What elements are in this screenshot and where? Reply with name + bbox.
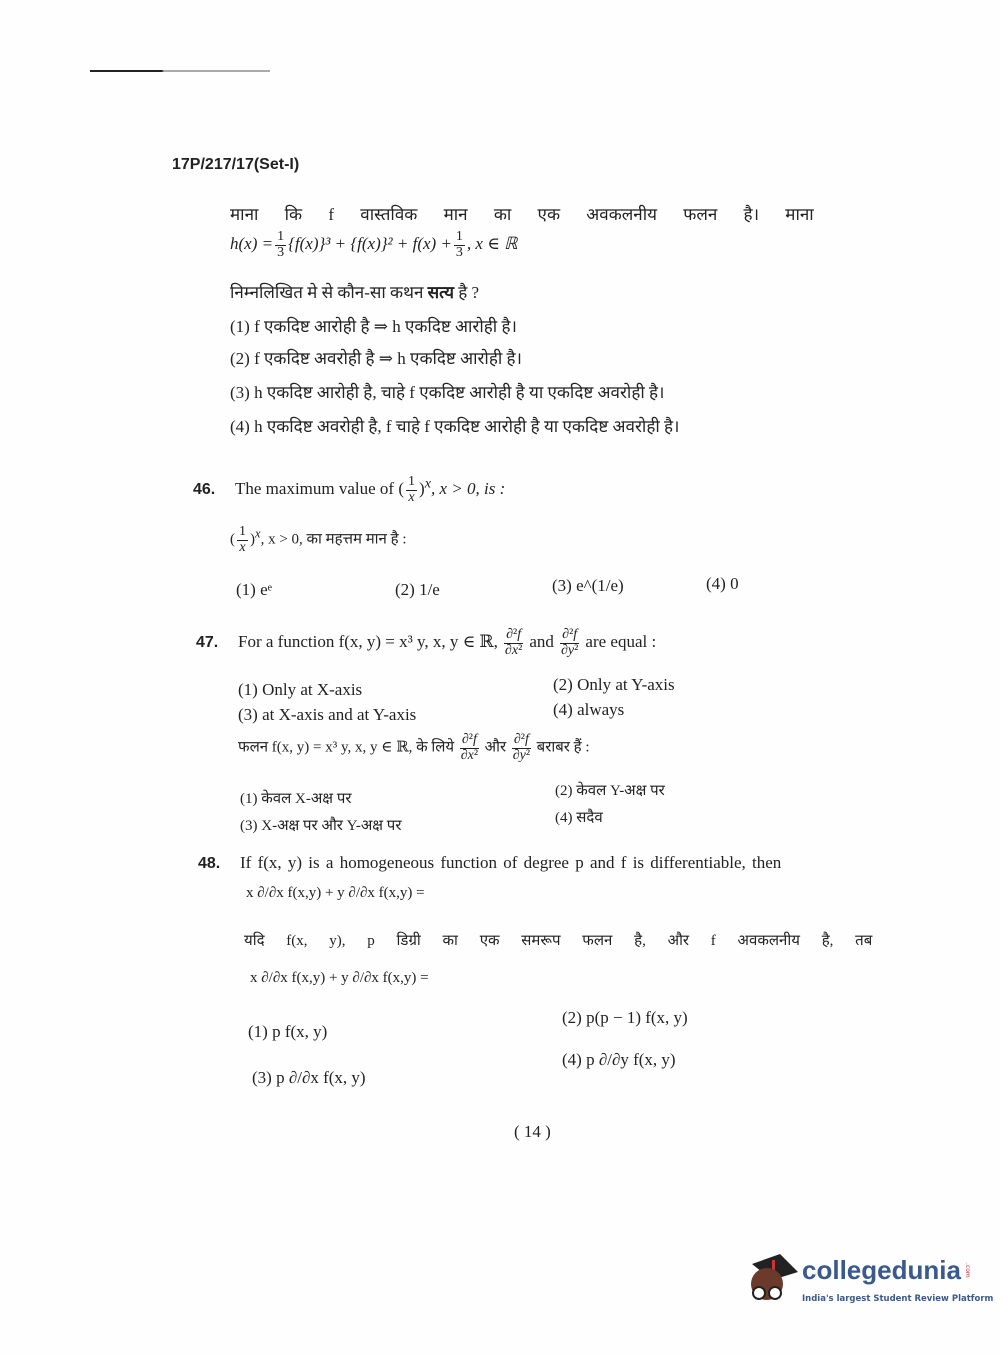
logo-tagline: India's largest Student Review Platform — [802, 1294, 994, 1304]
q48-text: If f(x, y) is a homogeneous function of degree p and f is differentiable, then — [240, 853, 782, 872]
logo-wordmark-row — [802, 1254, 971, 1286]
q46-option-3: (3) e^(1/e) — [552, 576, 624, 595]
q47-option-3: (3) at X-axis and at Y-axis — [238, 705, 417, 724]
q46-stem: 46. The maximum value of ( $\frac{1}{x}$ )$^x$, x > 0, is : — [193, 474, 506, 505]
q47-stem: 47. For a function f(x, y) = x³ y, x, y ∈ ℝ, $\frac{\text{∂²f}}{\text{∂x²}}$ and $\frac{\text{∂²f}}{\text{∂y²}}$ are equal : — [196, 627, 657, 658]
q46-option-1: (1) eᵉ — [236, 580, 272, 599]
h-lhs: h(x) = — [230, 234, 274, 254]
q48-stem-hi: यदि f(x, y), p डिग्री का एक समरूप फलन है, और f अवकलनीय है, तब — [244, 933, 873, 949]
q46-text: The maximum value of — [235, 479, 395, 499]
q45-question-bold: सत्य — [427, 283, 454, 302]
q47-option-hi-2: (2) केवल Y-अक्ष पर — [555, 783, 665, 799]
q45-h-def: h(x) = $\frac{1}{3}$ {f(x)}³ + {f(x)}² + f(x) + $\frac{1}{3}$ , x ∈ ℝ — [230, 229, 518, 260]
q45-option-4: (4) h एकदिष्ट अवरोही है, f चाहे f एकदिष्ट आरोही है या एकदिष्ट अवरोही है। — [230, 417, 680, 436]
q46-cond-hi: , x > 0, का महत्तम मान है : — [260, 531, 407, 548]
q45-option-2: (2) f एकदिष्ट अवरोही है ⇒ h एकदिष्ट आरोही है। — [230, 349, 522, 368]
q48-option-1: (1) p f(x, y) — [248, 1022, 328, 1041]
q46-option-4: (4) 0 — [706, 574, 739, 593]
q47-stem-hi: फलन f(x, y) = x³ y, x, y ∈ ℝ, के लिये $\frac{\text{∂²f}}{\text{∂x²}}$ और $\frac{\text{∂²f}}{\text{∂y²}}$ बराबर हैं : — [238, 732, 590, 763]
h-end: , x ∈ ℝ — [466, 234, 518, 254]
q47-text: For a function f(x, y) = x³ y, x, y ∈ ℝ, — [238, 632, 498, 652]
q48-expr-hi: x ∂/∂x f(x,y) + y ∂/∂x f(x,y) = — [250, 970, 429, 986]
q47-and: and — [529, 632, 554, 652]
q48-stem — [198, 853, 781, 873]
q48-number: 48. — [198, 855, 221, 872]
q46-cond: , x > 0, is : — [430, 479, 506, 499]
collegedunia-logo — [742, 1250, 992, 1310]
q48-option-2: (2) p(p − 1) f(x, y) — [562, 1008, 688, 1027]
q45-question-end: है ? — [458, 283, 480, 302]
q45-option-3: (3) h एकदिष्ट आरोही है, चाहे f एकदिष्ट आरोही है या एकदिष्ट अवरोही है। — [230, 383, 665, 402]
q48-option-4: (4) p ∂/∂y f(x, y) — [562, 1050, 676, 1069]
q47-number: 47. — [196, 634, 219, 652]
q47-option-hi-4: (4) सदैव — [555, 810, 603, 826]
q47-end: are equal : — [585, 632, 657, 652]
q45-question-text: निम्नलिखित मे से कौन-सा कथन — [230, 283, 424, 302]
q47-text-hi: फलन f(x, y) = x³ y, x, y ∈ ℝ, के लिये — [238, 739, 455, 756]
q45-intro: माना कि f वास्तविक मान का एक अवकलनीय फलन है। माना — [230, 205, 814, 224]
q48-option-3: (3) p ∂/∂x f(x, y) — [252, 1068, 366, 1087]
q47-and-hi: और — [484, 739, 507, 756]
q48-expr: x ∂/∂x f(x,y) + y ∂/∂x f(x,y) = — [246, 885, 425, 901]
paper-code: 17P/217/17(Set-I) — [172, 156, 300, 173]
q47-option-4: (4) always — [553, 700, 625, 719]
h-mid: {f(x)}³ + {f(x)}² + f(x) + — [288, 234, 452, 254]
q47-option-2: (2) Only at Y-axis — [553, 675, 675, 694]
q46-number: 46. — [193, 481, 216, 499]
mascot-icon — [742, 1250, 802, 1310]
logo-suffix: .com — [963, 1262, 971, 1278]
logo-wordmark: collegedunia — [802, 1255, 961, 1285]
q45-option-1: (1) f एकदिष्ट आरोही है ⇒ h एकदिष्ट आरोही है। — [230, 317, 517, 336]
q45-question — [230, 280, 479, 303]
page-number: ( 14 ) — [514, 1122, 551, 1141]
q46-option-2: (2) 1/e — [395, 580, 440, 599]
top-rule — [90, 70, 270, 72]
q47-option-1: (1) Only at X-axis — [238, 680, 363, 699]
q46-stem-hi: ( $\frac{1}{x}$ )$^x$, x > 0, का महत्तम मान है : — [230, 524, 407, 555]
q47-option-hi-1: (1) केवल X-अक्ष पर — [240, 791, 352, 807]
q47-option-hi-3: (3) X-अक्ष पर और Y-अक्ष पर — [240, 818, 402, 834]
q47-end-hi: बराबर हैं : — [536, 739, 590, 756]
